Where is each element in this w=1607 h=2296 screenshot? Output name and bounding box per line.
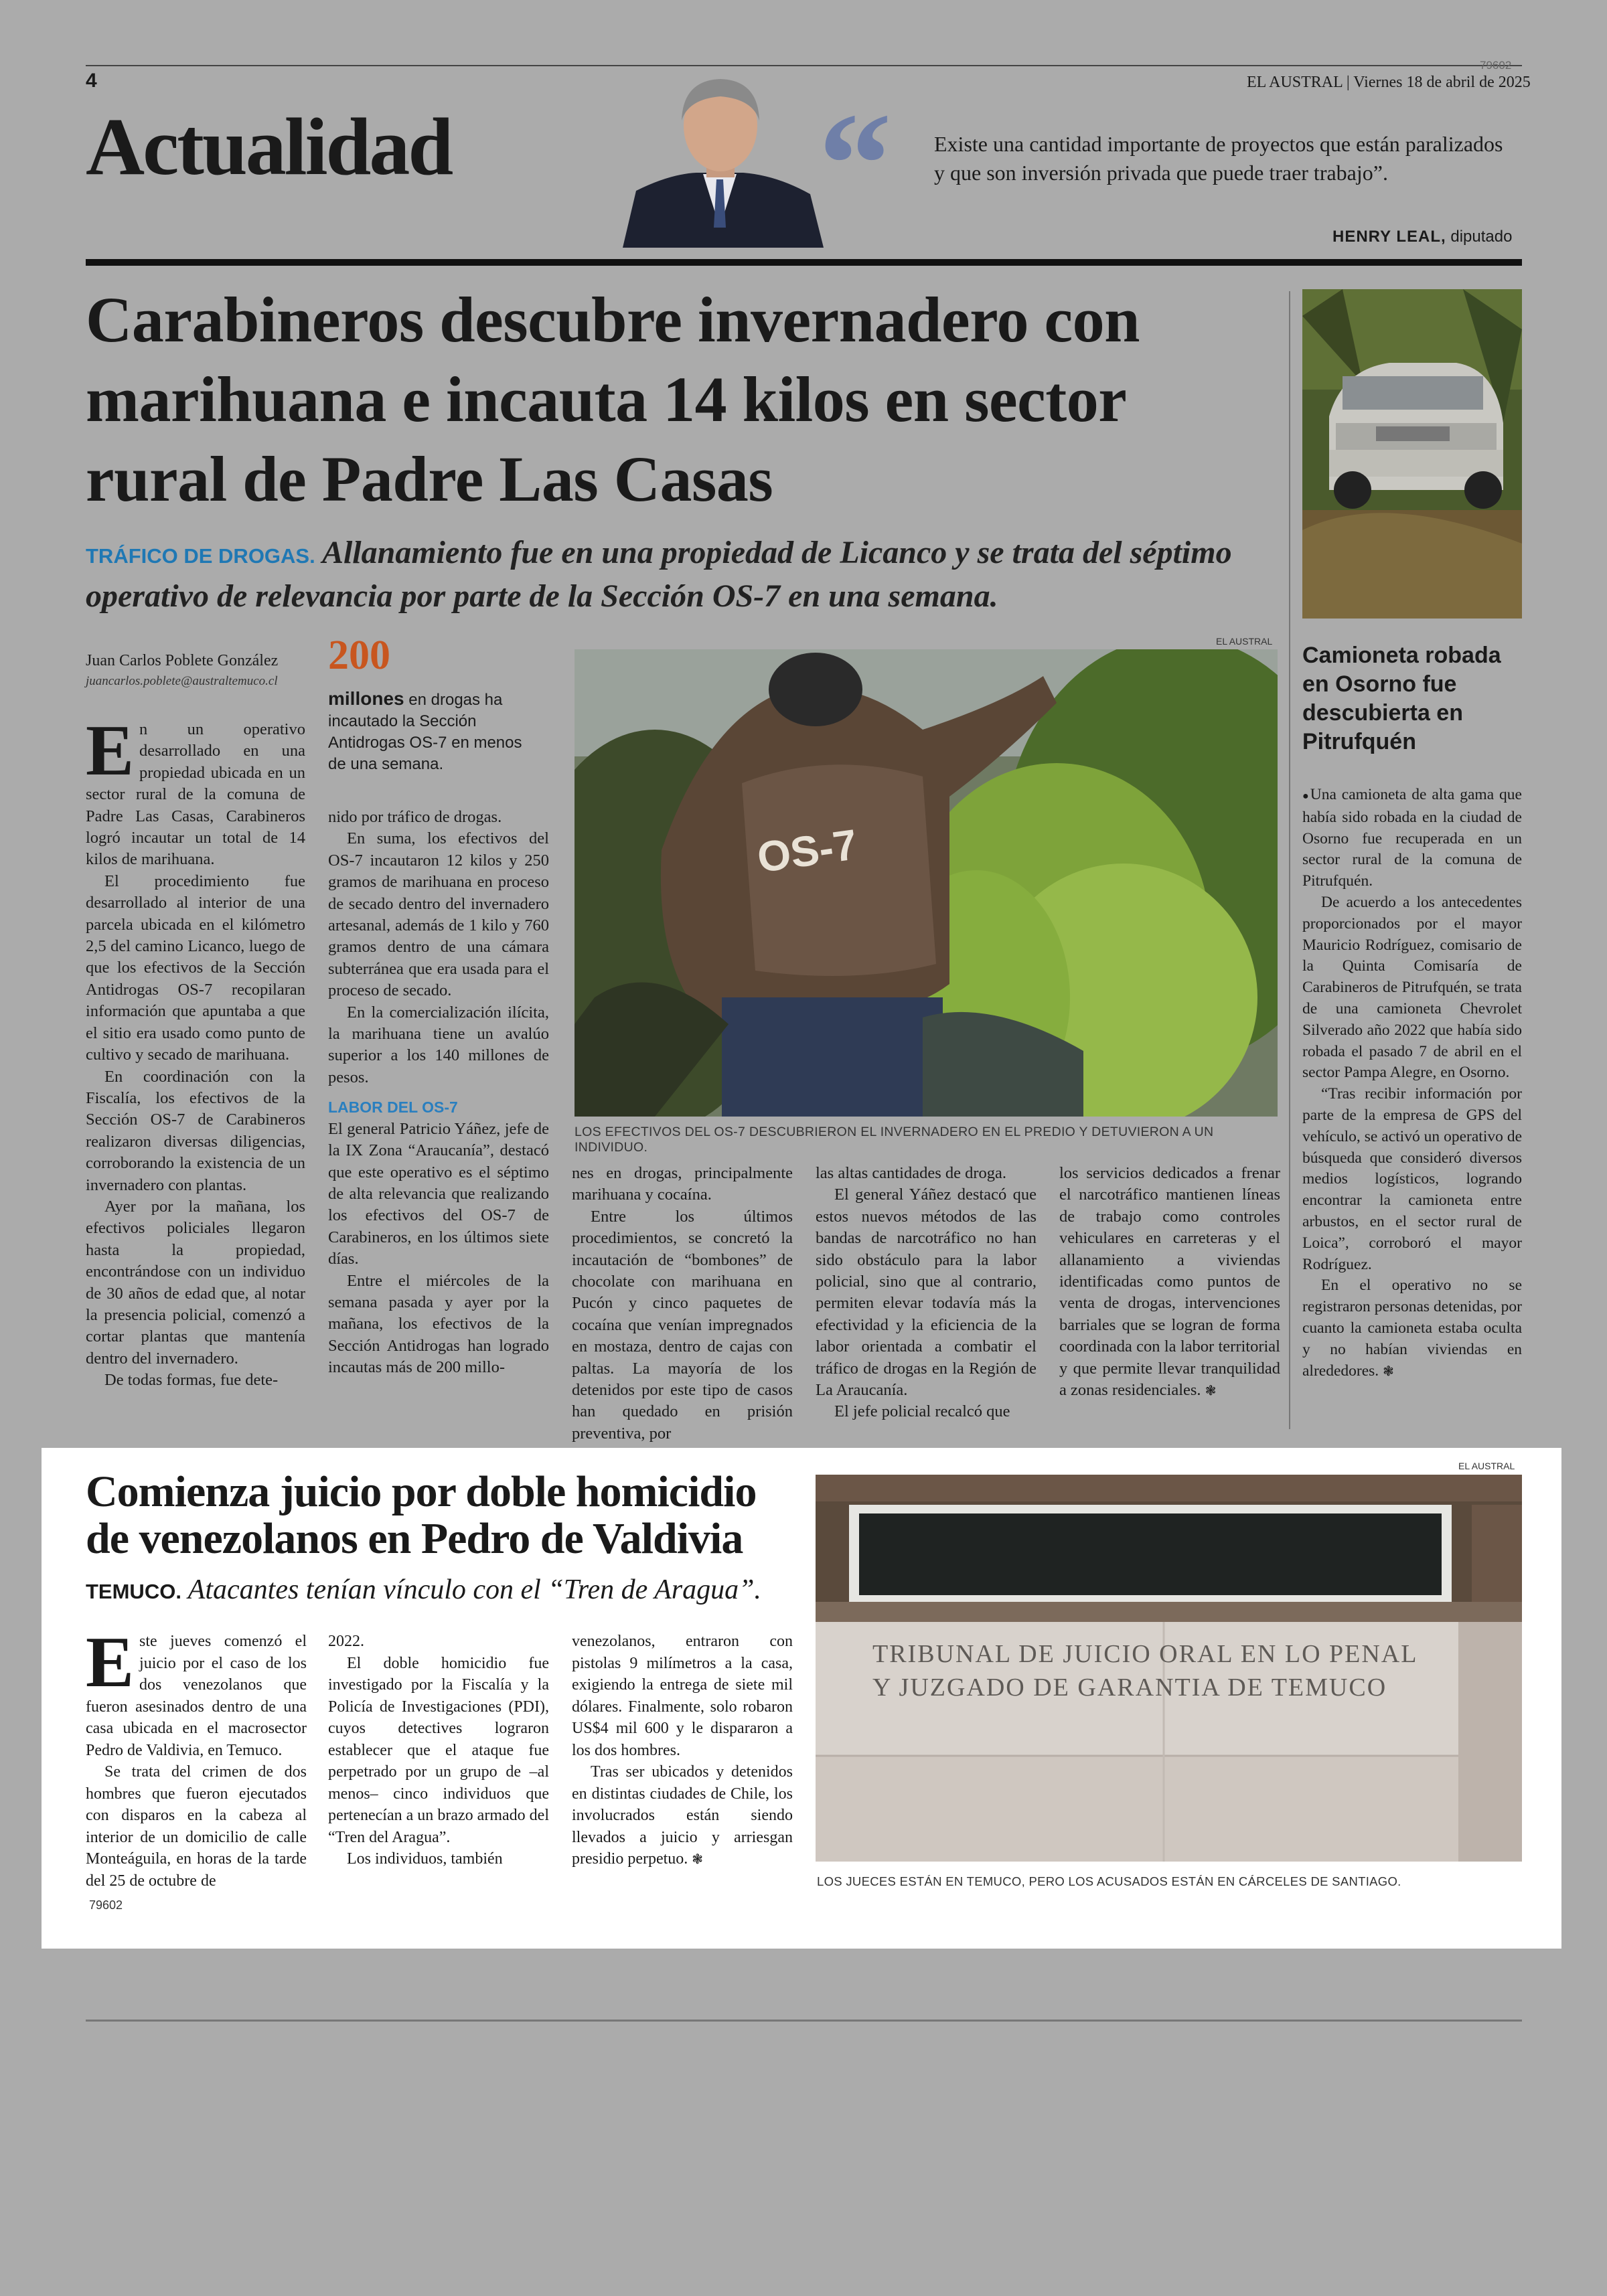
main-photo-credit: EL AUSTRAL (1216, 636, 1273, 647)
quote-author-role: diputado (1446, 228, 1513, 246)
main-col1-p1: n un operativo desarrollado en una propiedad ubicada en un sector rural de la comuna de Padre Las Casas, Carabineros logró incautar un total de 14 kilos de marihuana. (86, 720, 305, 869)
top-rule (86, 65, 1522, 66)
second-page-code: 79602 (89, 1898, 123, 1912)
main-col4-p3: El jefe policial recalcó que (834, 1402, 1010, 1421)
courthouse-photo (816, 1475, 1522, 1862)
page-code-top: 79602 (1480, 59, 1512, 72)
quote-mark: “ (818, 82, 892, 246)
second-col3-p2: Tras ser ubicados y detenidos en distintas ciudades de Chile, los involucrados están siendo llevados a juicio y arriesgan presidio perpetuo. (572, 1763, 793, 1868)
bottom-rule (86, 2020, 1522, 2022)
second-kicker: TEMUCO. (86, 1580, 181, 1603)
second-dropcap: E (86, 1623, 135, 1702)
main-headline: Carabineros descubre invernadero con marihuana e incauta 14 kilos en sector rural de Padre Las Casas (86, 284, 1140, 515)
main-col-1 (86, 711, 305, 1392)
main-col2-p4: El general Patricio Yáñez, jefe de la IX Zona “Araucanía”, destacó que este operativo es el séptimo de alta relevancia que realizando los efectivos del OS-7 de Carabineros, en los últimos siete días. (328, 1119, 549, 1268)
quote-text: Existe una cantidad importante de proyectos que están paralizados y que son inversión privada que puede traer trabajo”. (934, 132, 1503, 185)
second-col2-p1: 2022. (328, 1633, 364, 1650)
side-separator (1289, 291, 1290, 1429)
main-col3-p2: Entre los últimos procedimientos, se concretó la incautación de “bombones” de chocolate con marihuana en Pucón y cinco paquetes de cocaína que venían impregnados en mostaza, dentro de cajas con paltas. La mayoría de los detenidos por este tipo de casos han quedado en prisión preventiva, por (572, 1207, 793, 1443)
second-headline: Comienza juicio por doble homicidio de venezolanos en Pedro de Valdivia (86, 1467, 757, 1563)
second-col-1 (86, 1623, 307, 1892)
main-col3-p1: nes en drogas, principalmente marihuana y cocaína. (572, 1164, 793, 1204)
second-end-mark: ❃ (692, 1851, 704, 1867)
second-col-3 (572, 1631, 793, 1870)
sign-line-2: Y JUZGADO DE GARANTIA DE TEMUCO (872, 1673, 1387, 1702)
side-p2: De acuerdo a los antecedentes proporcionados por el mayor Mauricio Rodríguez, comisario de la Quinta Comisaría de Carabineros de Pitrufquén, se trata de una camioneta Chevrolet Silverado año 2022 que había sido robada el pasado 7 de abril en el sector Pampa Alegre, en Osorno. (1302, 893, 1522, 1082)
byline-name: Juan Carlos Poblete González (86, 652, 279, 669)
main-col2-p2: En suma, los efectivos del OS-7 incautaron 12 kilos y 250 gramos de marihuana en proceso de secado dentro del invernadero artesanal, además de 1 kilo y 760 gramos dentro de una cámara subterránea que era usada para el proceso de secado. (328, 829, 549, 1000)
side-photo (1302, 289, 1522, 619)
second-deck (86, 1573, 822, 1609)
main-kicker: TRÁFICO DE DROGAS. (86, 544, 315, 568)
quote-author-name: HENRY LEAL, (1332, 228, 1446, 246)
main-col1-p2: El procedimiento fue desarrollado al interior de una parcela ubicada en el kilómetro 2,5 del camino Licanco, luego de que los efectivos de la Sección Antidrogas OS-7 recopilaran información que apuntaba a que el sitio era usado como punto de cultivo y secado de marihuana. (86, 872, 305, 1064)
side-headline: Camioneta robada en Osorno fue descubierta en Pitrufquén (1302, 643, 1501, 754)
main-col4-p1: las altas cantidades de droga. (816, 1164, 1007, 1182)
side-p1: Una camioneta de alta gama que había sido robada en la ciudad de Osorno fue recuperada en un sector rural de la comuna de Pitrufquén. (1302, 786, 1522, 890)
main-col4-p2: El general Yáñez destacó que estos nuevos métodos de las bandas de narcotráfico no han sido obstáculo para la labor policial, sino que al contrario, permiten elevar todavía más la efectividad y la eficiencia de la labor orientada a combatir el tráfico de drogas en la Región de La Araucanía. (816, 1185, 1037, 1400)
second-deck-text: Atacantes tenían vínculo con el “Tren de Aragua”. (181, 1574, 761, 1605)
photo-vest-text: OS-7 (754, 820, 860, 882)
portrait-photo (609, 74, 830, 248)
main-col1-p3: En coordinación con la Fiscalía, los efectivos de la Sección OS-7 de Carabineros realizaron diversas diligencias, corroborando la existencia de un invernadero con plantas. (86, 1067, 305, 1194)
second-photo-credit: EL AUSTRAL (1458, 1461, 1515, 1471)
main-col2-p3: En la comercialización ilícita, la marihuana tiene un avalúo superior a los 140 millones de pesos. (328, 1003, 549, 1086)
page-number: 4 (86, 70, 97, 92)
main-subhead: LABOR DEL OS-7 (328, 1098, 458, 1117)
main-col-4 (816, 1163, 1037, 1423)
main-photo-caption: LOS EFECTIVOS DEL OS-7 DESCUBRIERON EL INVERNADERO EN EL PREDIO Y DETUVIERON A UN INDIVIDUO. (575, 1125, 1214, 1155)
main-col1-p4: Ayer por la mañana, los efectivos policiales llegaron hasta la propiedad, encontrándose con un individuo de 30 años de edad que, al notar la presencia policial, comenzó a cortar plantas que mantenía dentro del invernadero. (86, 1197, 305, 1368)
second-col3-p1: venezolanos, entraron con pistolas 9 milímetros a la casa, exigiendo la entrega de siete mil dólares. Finalmente, solo robaron US$4 mil 600 y le dispararon a los dos hombres. (572, 1633, 793, 1759)
stat-box (328, 688, 542, 775)
header-thick-rule (86, 259, 1522, 266)
main-col-3 (572, 1163, 793, 1445)
stat-text: en drogas ha incautado la Sección Antidrogas OS-7 en menos de una semana. (328, 691, 522, 773)
main-dropcap: E (86, 711, 135, 791)
main-col5-p1: los servicios dedicados a frenar el narcotráfico mantienen líneas de trabajo como controles vehiculares en carreteras y el allanamiento a viviendas identificadas como puntos de venta de drogas, intervenciones barriales que se logran de forma coordinada con la labor territorial y que permite llevar tranquilidad a zonas residenciales. (1059, 1164, 1280, 1400)
byline-email: juancarlos.poblete@australtemuco.cl (86, 674, 278, 688)
stat-bold: millones (328, 688, 404, 709)
second-col-2 (328, 1631, 549, 1870)
main-deck-text: Allanamiento fue en una propiedad de Licanco y se trata del séptimo operativo de relevancia por parte de la Sección OS-7 en una semana. (86, 535, 1232, 614)
stat-number: 200 (328, 633, 390, 678)
second-col1-p1: ste jueves comenzó el juicio por el caso de los dos venezolanos que fueron asesinados dentro de una casa ubicada en el macrosector Pedro de Valdivia, en Temuco. (86, 1633, 307, 1759)
side-p3: “Tras recibir información por parte de la empresa de GPS del vehículo, se activó un operativo de búsqueda que consideró diversos medios logísticos, logrando encontrar la camioneta entre arbustos, en el sector rural de Loica”, corroboró el mayor Rodríguez. (1302, 1085, 1522, 1273)
side-bullet: ● (1302, 791, 1310, 802)
main-deck (86, 533, 1278, 617)
second-col1-p2: Se trata del crimen de dos hombres que fueron ejecutados con disparos en la cabeza al interior de un domicilio de calle Monteáguila, en horas de la tarde del 25 de octubre de (86, 1763, 307, 1890)
sign-line-1: TRIBUNAL DE JUICIO ORAL EN LO PENAL (872, 1640, 1418, 1668)
main-col2-p5: Entre el miércoles de la semana pasada y ayer por la mañana, los efectivos de la Sección Antidrogas han logrado incautas más de 200 millo- (328, 1271, 549, 1377)
second-col2-p3: Los individuos, también (347, 1850, 503, 1868)
side-end-mark: ❃ (1383, 1362, 1394, 1379)
quote-author (1332, 228, 1512, 246)
main-photo (575, 649, 1278, 1117)
main-col2-p1: nido por tráfico de drogas. (328, 808, 502, 826)
side-p4: En el operativo no se registraron personas detenidas, por cuanto la camioneta estaba oculta y no habían viviendas en alrededores. (1302, 1277, 1522, 1380)
main-col-5 (1059, 1163, 1280, 1401)
second-col2-p2: El doble homicidio fue investigado por la Fiscalía y la Policía de Investigaciones (PDI), cuyos detectives lograron establecer que el ataque fue perpetrado por un grupo de –al menos– cinco individuos que pertenecían a un brazo armado del “Tren del Aragua”. (328, 1654, 549, 1846)
section-title: Actualidad (86, 102, 452, 192)
side-col (1302, 785, 1522, 1382)
masthead-date: EL AUSTRAL | Viernes 18 de abril de 2025 (1247, 74, 1531, 91)
main-col1-p5: De todas formas, fue dete- (104, 1371, 279, 1390)
second-photo-caption: LOS JUECES ESTÁN EN TEMUCO, PERO LOS ACUSADOS ESTÁN EN CÁRCELES DE SANTIAGO. (817, 1874, 1401, 1888)
main-end-mark: ❃ (1205, 1382, 1217, 1399)
main-col-2 (328, 807, 549, 1379)
